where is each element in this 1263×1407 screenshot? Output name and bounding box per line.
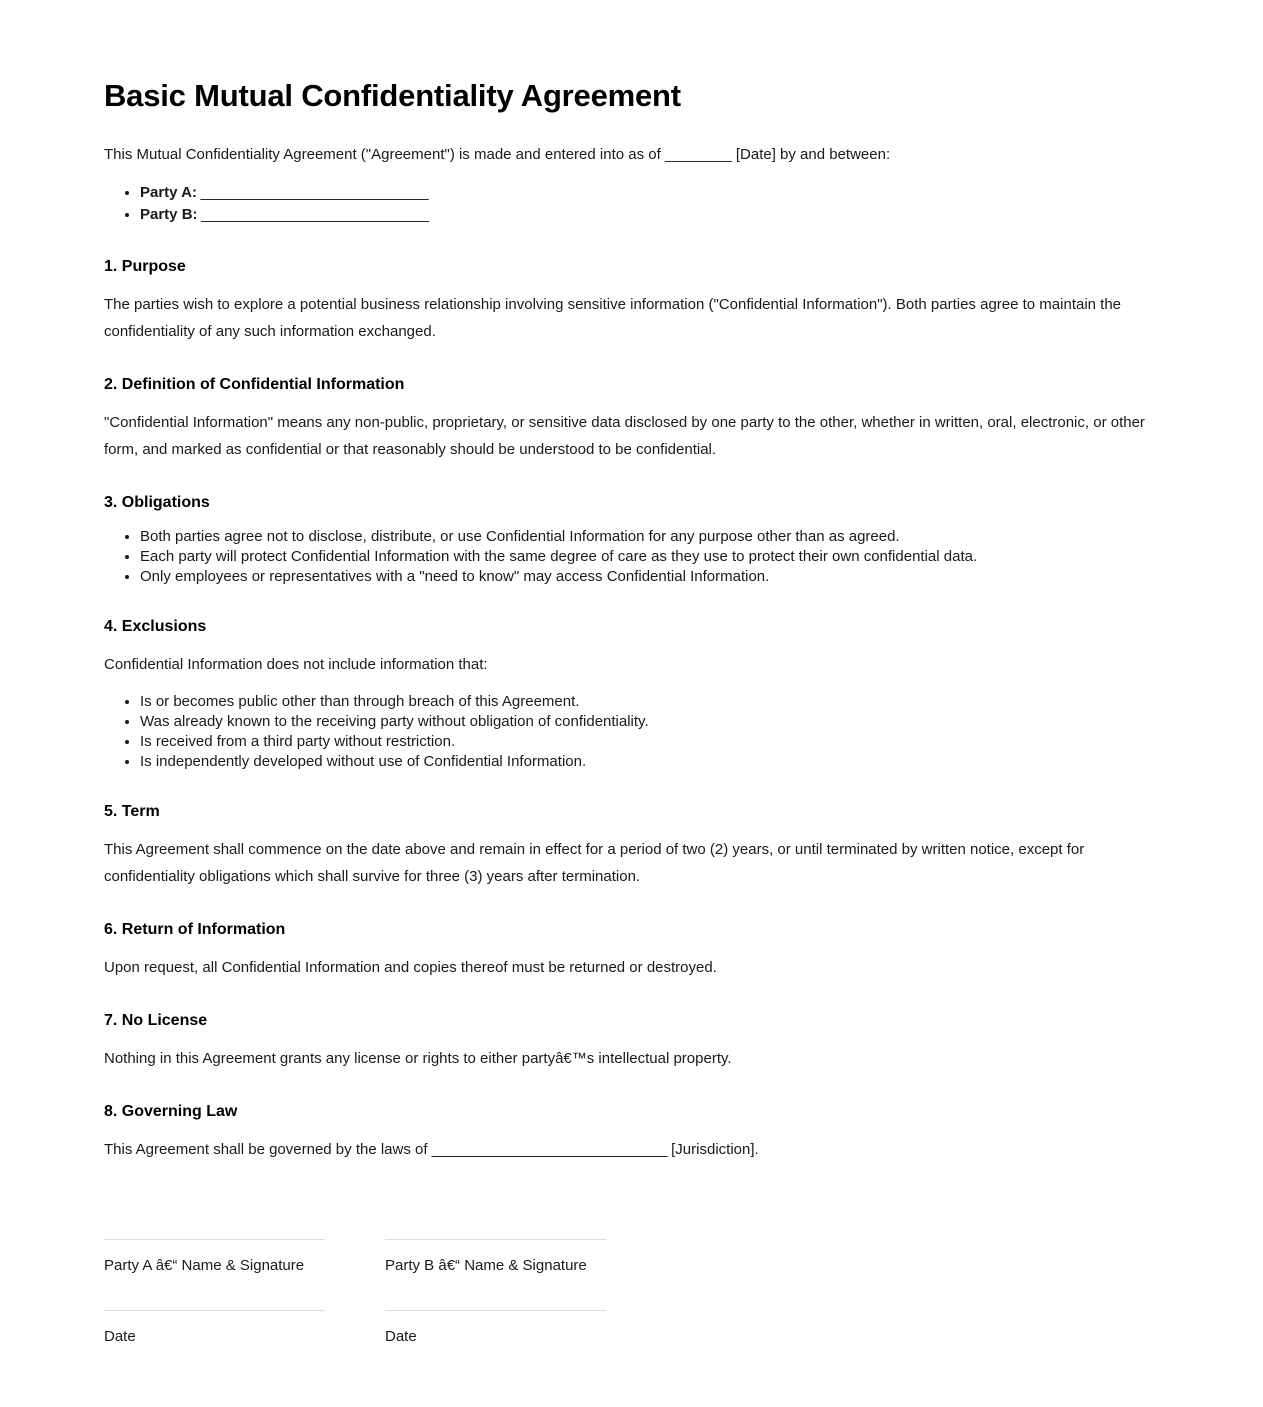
section-body-return-of-information: Upon request, all Confidential Information and copies thereof must be returned or destroyed. bbox=[104, 958, 717, 976]
section-body-definition: "Confidential Information" means any non-public, proprietary, or sensitive data disclosed by one party to the other, whether in written, oral, electronic, or other form, and marked as confidential or that reasonably should be understood to be confidential. bbox=[104, 413, 1145, 458]
list-item: • Is received from a third party without restriction. bbox=[140, 732, 1157, 752]
agreement-intro: This Mutual Confidentiality Agreement ("Agreement") is made and entered into as of ________ [Date] by and between: bbox=[104, 145, 891, 163]
date-label-party-b: Date bbox=[385, 1327, 417, 1345]
section-heading-purpose: 1. Purpose bbox=[104, 257, 186, 275]
list-item: • Is independently developed without use of Confidential Information. bbox=[140, 752, 1157, 772]
list-item: • Only employees or representatives with a "need to know" may access Confidential Information. bbox=[140, 567, 1157, 587]
page-title: Basic Mutual Confidentiality Agreement bbox=[104, 78, 681, 113]
signature-date-row bbox=[104, 1310, 1157, 1347]
signature-col-party-a bbox=[104, 1239, 325, 1276]
party-list bbox=[104, 182, 1157, 225]
list-item: • Is or becomes public other than through breach of this Agreement. bbox=[140, 692, 1157, 712]
list-item: • Was already known to the receiving party without obligation of confidentiality. bbox=[140, 712, 1157, 732]
section-body-purpose: The parties wish to explore a potential business relationship involving sensitive information ("Confidential Information"). Both parties agree to maintain the confidentiality of any such information exchanged. bbox=[104, 295, 1122, 340]
governing-law-blank: ______________________________ bbox=[431, 1140, 667, 1158]
party-a-blank: _____________________________ bbox=[196, 183, 429, 201]
section-heading-return-of-information: 6. Return of Information bbox=[104, 920, 286, 938]
section-heading-exclusions: 4. Exclusions bbox=[104, 617, 207, 635]
signature-name-row bbox=[104, 1239, 1157, 1276]
date-col-party-b bbox=[385, 1310, 606, 1347]
section-heading-no-license: 7. No License bbox=[104, 1011, 208, 1029]
obligations-list bbox=[104, 527, 1157, 587]
section-heading-governing-law: 8. Governing Law bbox=[104, 1102, 238, 1120]
party-b-blank: _____________________________ bbox=[197, 205, 429, 223]
exclusions-list bbox=[104, 692, 1157, 772]
list-item-party-b bbox=[140, 204, 1157, 225]
signature-label-party-a: Party A â€“ Name & Signature bbox=[104, 1256, 305, 1274]
list-item: • Both parties agree not to disclose, distribute, or use Confidential Information for any purpose other than as agreed. bbox=[140, 527, 1157, 547]
party-b-label: Party B: bbox=[140, 205, 198, 223]
list-item-party-a bbox=[140, 182, 1157, 203]
governing-law-text-before: This Agreement shall be governed by the laws of bbox=[104, 1140, 432, 1158]
section-heading-definition: 2. Definition of Confidential Information bbox=[104, 375, 405, 393]
section-heading-term: 5. Term bbox=[104, 802, 160, 820]
governing-law-text-after: [Jurisdiction]. bbox=[666, 1140, 759, 1158]
party-a-label: Party A: bbox=[140, 183, 197, 201]
section-heading-obligations: 3. Obligations bbox=[104, 493, 210, 511]
section-body-governing-law bbox=[104, 1136, 1157, 1163]
section-body-no-license: Nothing in this Agreement grants any license or rights to either partyâ€™s intellectual property. bbox=[104, 1049, 732, 1067]
signature-col-party-b bbox=[385, 1239, 606, 1276]
list-item: • Each party will protect Confidential Information with the same degree of care as they use to protect their own confidential data. bbox=[140, 547, 1157, 567]
date-label-party-a: Date bbox=[104, 1327, 136, 1345]
section-body-term: This Agreement shall commence on the date above and remain in effect for a period of two (2) years, or until terminated by written notice, except for confidentiality obligations which shall survive for three (3) years after termination. bbox=[104, 840, 1085, 885]
signature-label-party-b: Party B â€“ Name & Signature bbox=[385, 1256, 587, 1274]
date-col-party-a bbox=[104, 1310, 325, 1347]
signature-block bbox=[104, 1239, 1157, 1347]
exclusions-lead-in: Confidential Information does not include information that: bbox=[104, 655, 488, 673]
